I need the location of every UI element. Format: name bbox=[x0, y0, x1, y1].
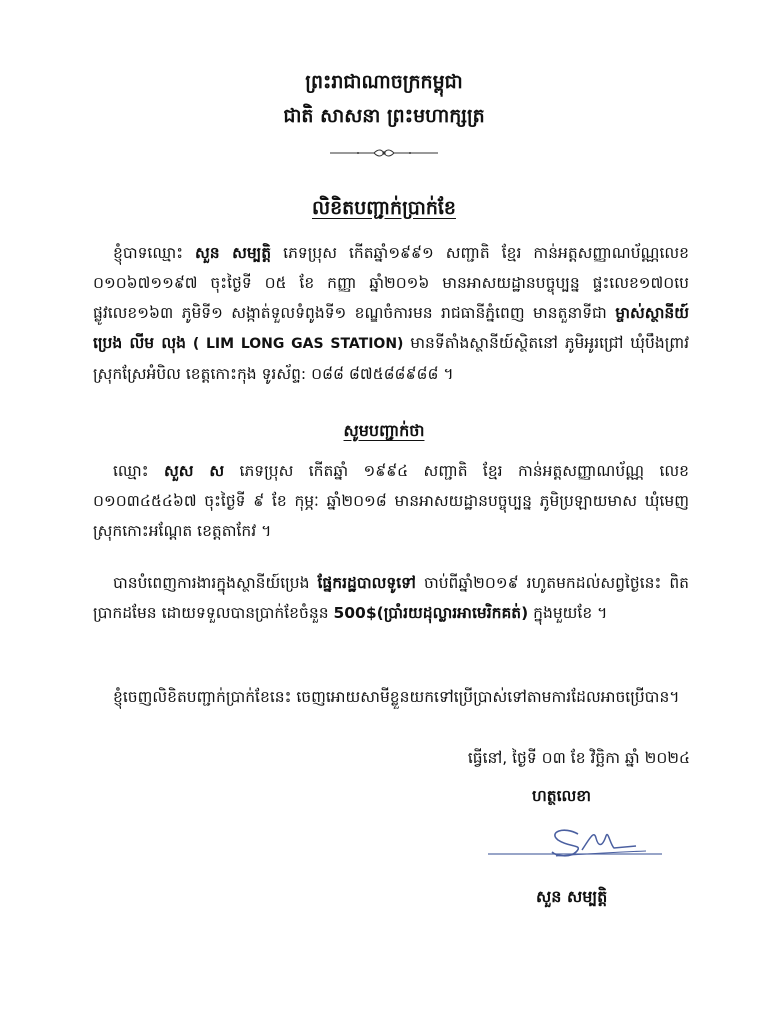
station-name-en: ( LIM LONG GAS STATION) bbox=[186, 336, 404, 352]
issuer-role: ម្ចាស់ស្ថានីយ៍ប្រេង លីម លុង bbox=[93, 304, 689, 352]
signer-name: សួន សម្បត្តិ bbox=[536, 887, 608, 906]
date-line: ធ្វើនៅ, ថ្ងៃទី ០៣ ខែ វិច្ឆិកា ឆ្នាំ ២០២៤ bbox=[467, 749, 690, 767]
salary-amount: 500$(ប្រាំរយដុល្លារអាមេរិកគត់) bbox=[333, 604, 529, 622]
signature-label: ហត្ថលេខា bbox=[532, 787, 592, 805]
department-name: ផ្នែករដ្ឋបាលទូទៅ bbox=[317, 574, 416, 592]
paragraph-employee: ឈ្មោះ សួស ស ភេទប្រុស កើតឆ្នាំ ១៩៩៤ សញ្ជាតិ ខ្មែរ កាន់អត្តសញ្ញាណប័ណ្ណ លេខ ០១០៣៤៥៤៦៧ ចុះថ្ងៃទី ៩ ខែ កុម្ភៈ ឆ្នាំ២០១៨ មានអាសយដ្ឋានបច្ចុប្បន្ន ភូមិប្រឡាយមាស ឃុំមេញ ស្រុកកោះអណ្តែត ខេត្តតាកែវ ។ bbox=[93, 462, 690, 540]
motto-heading: ជាតិ សាសនា ព្រះមហាក្សត្រ bbox=[283, 105, 485, 127]
document-title: លិខិតបញ្ជាក់ប្រាក់ខែ bbox=[312, 197, 456, 219]
paragraph-issuer: ខ្ញុំបាទឈ្មោះ សួន សម្បត្តិ ភេទប្រុស កើតឆ្នាំ១៩៩១ សញ្ជាតិ ខ្មែរ កាន់អត្តសញ្ញាណប័ណ្ណលេខ ០១០៦៧១១៩៧ ចុះថ្ងៃទី ០៥ ខែ កញ្ញា ឆ្នាំ២០១៦ មានអាសយដ្ឋានបច្ចុប្បន្ន ផ្ទះលេខ១៧០បេ ផ្លូវលេខ១៦៣ ភូមិទី១ សង្កាត់ទួលទំពូងទី១ ខណ្ឌចំការមន រាជធានីភ្នំពេញ មានតួនាទីជា ម្ចាស់ស្ថានីយ៍ប្រេង លីម លុង ( LIM LONG GAS STATION) មានទីតាំងស្ថានីយ៍ស្ថិតនៅ ភូមិអូរជ្រៅ ឃុំបឹងព្រាវ ស្រុកស្រែអំបិល ខេត្តកោះកុង ទូរស័ព្ទ: ០៨៨ ៨៧៥៨៨៩៨៨ ។ bbox=[93, 244, 689, 383]
issuer-name: សួន សម្បត្តិ bbox=[195, 244, 272, 262]
paragraph-purpose: ខ្ញុំចេញលិខិតបញ្ជាក់ប្រាក់ខែនេះ ចេញអោយសាមីខ្លួនយកទៅប្រើប្រាស់ទៅតាមការដែលអាចប្រើបាន។ bbox=[113, 688, 680, 706]
kingdom-heading: ព្រះរាជាណាចក្រកម្ពុជា bbox=[305, 71, 463, 93]
employee-name: សួស ស bbox=[163, 462, 225, 480]
handwritten-signature-icon bbox=[486, 820, 666, 870]
ornament-divider-icon bbox=[328, 146, 440, 160]
confirm-subtitle: សូមបញ្ជាក់ថា bbox=[343, 421, 425, 440]
paragraph-employment: បានបំពេញការងារក្នុងស្ថានីយ៍ប្រេង ផ្នែករដ្ឋបាលទូទៅ ចាប់ពីឆ្នាំ២០១៩ រហូតមកដល់សព្វថ្ងៃនេះ ពិតប្រាកដមែន ដោយទទួលបានប្រាក់ខែចំនួន 500$(ប្រាំរយដុល្លារអាមេរិកគត់) ក្នុងមួយខែ ។ bbox=[93, 574, 690, 622]
